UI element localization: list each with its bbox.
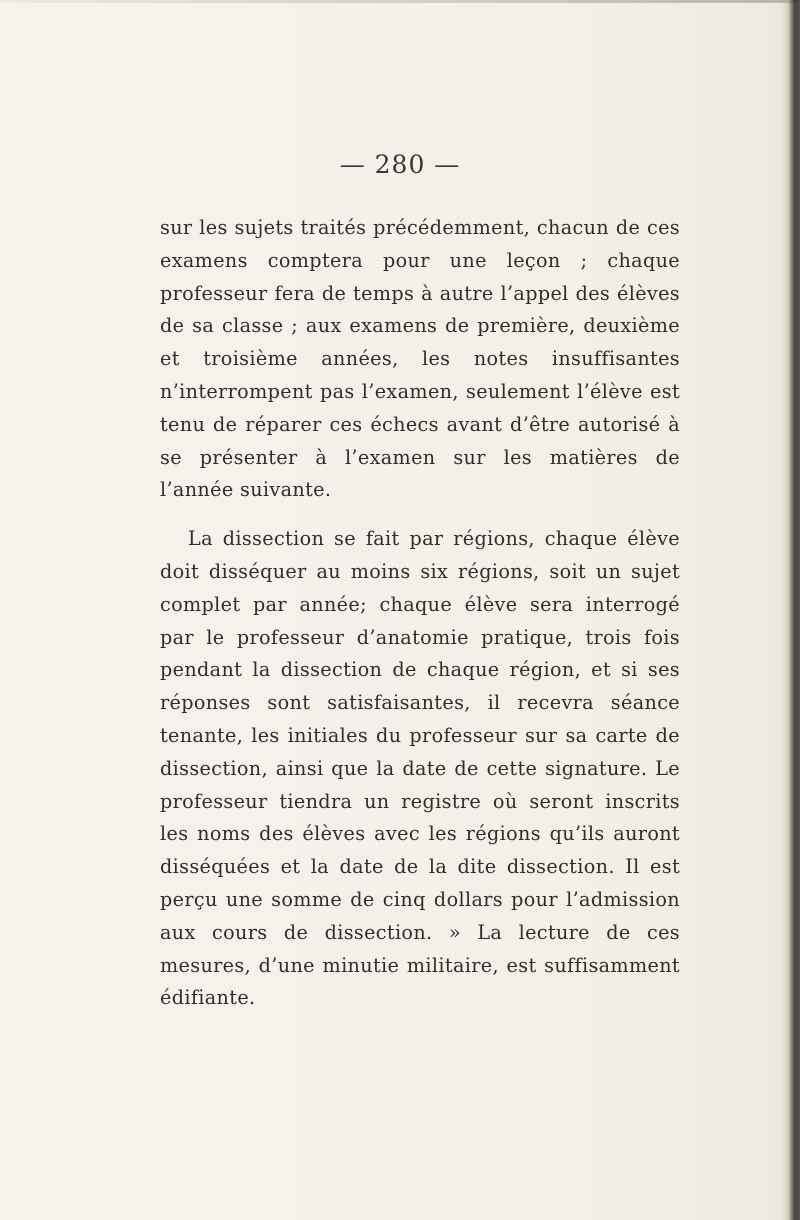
- page-top-edge: [0, 0, 800, 3]
- page-binding-shadow: [782, 0, 800, 1220]
- paragraph-1: sur les sujets traités précédemment, chacun de ces examens comptera pour une leçon ; chaque professeur fera de temps à autre l’appel des élèves de sa classe ; aux examens de première, deuxième et troisième années, les notes insuffisantes n’interrompent pas l’examen, seulement l’élève est tenu de réparer ces échecs avant d’être autorisé à se présenter à l’examen sur les matières de l’année suivante.: [160, 216, 680, 502]
- page-number-header: — 280 —: [339, 150, 461, 179]
- main-text: [160, 212, 680, 1015]
- paragraph-2: La dissection se fait par régions, chaque élève doit disséquer au moins six régions, soit un sujet complet par année; chaque élève sera interrogé par le professeur d’anatomie pratique, trois fois pendant la dissection de chaque région, et si ses réponses sont satisfaisantes, il recevra séance tenante, les initiales du professeur sur sa carte de dissection, ainsi que la date de cette signature. Le professeur tiendra un registre où seront inscrits les noms des élèves avec les régions qu’ils auront disséquées et la date de la dite dissection. Il est perçu une somme de cinq dollars pour l’admission aux cours de dissection. » La lecture de ces mesures, d’une minutie militaire, est suffisamment édifiante.: [160, 527, 680, 1010]
